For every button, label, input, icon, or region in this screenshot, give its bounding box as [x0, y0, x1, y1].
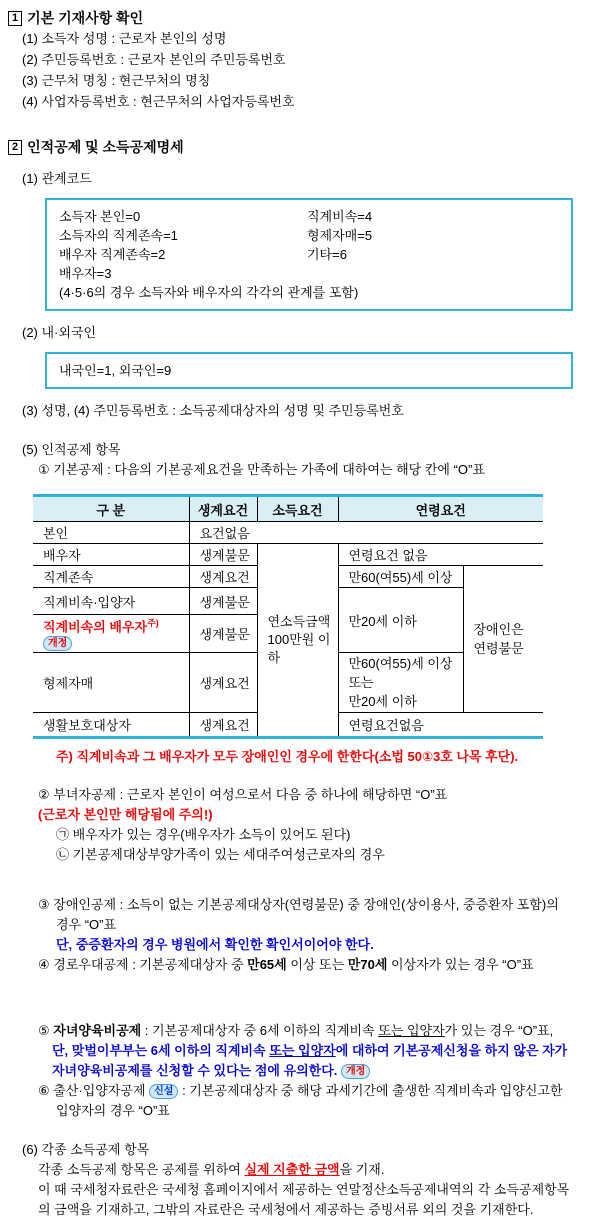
revised-badge: 개정	[43, 636, 72, 651]
basic-deduction-requirements-table	[33, 494, 543, 739]
new-badge: 신설	[149, 1084, 178, 1099]
cell-livelihood: 생계불문	[189, 615, 257, 653]
code-entry: 배우자 직계존속=2	[59, 247, 166, 262]
elderly-text: 이상 또는	[286, 957, 348, 973]
disabled-line2: 연령불문	[473, 641, 524, 657]
disabled-deduction-line1: ③ 장애인공제 : 소득이 없는 기본공제대상자(연령불문) 중 장애인(상이용사, 중증환자 포함)의	[38, 897, 559, 913]
sibling-age-line1: 만60(여55)세 이상 또는	[348, 656, 453, 691]
elderly-age-70: 만70세	[347, 957, 388, 973]
relation-code-right-column	[307, 207, 559, 283]
women-deduction-warning: (근로자 본인만 해당됨에 주의!)	[38, 807, 213, 823]
col-header-livelihood: 생계요건	[189, 496, 257, 522]
relation-code-label: (1) 관계코드	[22, 171, 92, 186]
sibling-age-line2: 만20세 이하	[348, 694, 417, 710]
cell-disabled-no-age-limit	[463, 566, 543, 713]
cell-livelihood: 생계불문	[189, 588, 257, 615]
income-line2: 100만원 이하	[267, 632, 331, 666]
disabled-deduction-line2: 경우 “O”표	[56, 917, 117, 933]
childcare-text: : 기본공제대상자 중 6세 이하의 직계비속	[141, 1023, 379, 1039]
row-label: 직계비속·입양자	[33, 588, 189, 615]
childcare-note-underlined: 또는 입양자	[269, 1043, 336, 1059]
row-label: 배우자	[33, 544, 189, 566]
list-item: (3) 근무처 명칭 : 현근무처의 명칭	[22, 73, 211, 88]
actual-amount-highlight: 실제 지출한 금액	[244, 1162, 340, 1178]
birth-adoption-line2: 입양자의 경우 “O”표	[56, 1103, 170, 1119]
table-row-self	[33, 522, 543, 544]
cell-livelihood: 생계요건	[189, 653, 257, 713]
relation-code-columns	[59, 207, 559, 283]
childcare-underlined: 또는 입양자	[378, 1023, 445, 1039]
row-label: 생활보호대상자	[33, 713, 189, 738]
childcare-text: 가 있는 경우 “O”표,	[444, 1023, 554, 1039]
list-item: (2) 주민등록번호 : 근로자 본인의 주민등록번호	[22, 52, 286, 67]
list-item: (1) 소득자 성명 : 근로자 본인의 성명	[22, 31, 227, 46]
other-deductions-text: 을 기재.	[339, 1162, 385, 1178]
women-deduction-case-b: ㉡ 기본공제대상부양가족이 있는 세대주여성근로자의 경우	[56, 847, 385, 863]
footnote-marker: 주)	[147, 618, 159, 628]
cell-livelihood: 생계요건	[189, 566, 257, 588]
childcare-note-text: 에 대하여 기본공제신청을 하지 않은 자가	[335, 1043, 568, 1059]
other-deductions-label: (6) 각종 소득공제 항목	[22, 1142, 150, 1158]
elderly-text: ④ 경로우대공제 : 기본공제대상자 중	[38, 957, 248, 973]
section-2-heading	[8, 137, 599, 157]
personal-deduction-label: (5) 인적공제 항목	[22, 442, 121, 457]
section-2-title: 인적공제 및 소득공제명세	[27, 139, 184, 155]
other-deductions-line1	[38, 1160, 599, 1180]
childcare-note-text: 단, 맞벌이부부는 6세 이하의 직계비속	[52, 1043, 270, 1059]
row-label: 본인	[33, 522, 189, 544]
cell-age: 연령요건 없음	[338, 544, 543, 566]
disabled-line1: 장애인은	[473, 622, 524, 638]
childcare-title: 자녀양육비공제	[53, 1023, 142, 1039]
relation-code-left-column	[59, 207, 307, 283]
women-deduction-line: ② 부녀자공제 : 근로자 본인이 여성으로서 다음 중 하나에 해당하면 “O”표	[38, 787, 448, 803]
basic-deduction-intro: ① 기본공제 : 다음의 기본공제요건을 만족하는 가족에 대하여는 해당 칸에 “O”표	[38, 462, 485, 477]
other-deductions-text: 각종 소득공제 항목은 공제를 위하여	[38, 1162, 245, 1178]
code-entry: 소득자 본인=0	[59, 209, 141, 224]
nationality-box	[45, 352, 573, 389]
section-1-number: 1	[8, 11, 22, 26]
childcare-number: ⑤	[38, 1023, 54, 1039]
elderly-text: 이상자가 있는 경우 “O”표	[387, 957, 534, 973]
code-entry: 소득자의 직계존속=1	[59, 228, 178, 243]
cell-no-requirement: 요건없음	[189, 522, 543, 544]
nationality-codes: 내국인=1, 외국인=9	[59, 363, 172, 378]
cell-livelihood: 생계불문	[189, 544, 257, 566]
table-footnote: 주) 직계비속과 그 배우자가 모두 장애인인 경우에 한한다(소법 50①3호 나목 후단).	[56, 749, 519, 765]
nationality-label: (2) 내·외국인	[22, 325, 97, 340]
cell-age: 연령요건없음	[338, 713, 543, 738]
income-line1: 연소득금액	[267, 614, 331, 630]
cell-age: 만60(여55)세 이상	[338, 566, 463, 588]
row-label: 직계존속	[33, 566, 189, 588]
row-label-text: 직계비속의 배우자	[43, 619, 148, 635]
birth-adoption-text: ⑥ 출산·입양자공제	[38, 1083, 150, 1099]
section-1-heading	[8, 8, 599, 28]
list-item: (4) 사업자등록번호 : 현근무처의 사업자등록번호	[22, 94, 295, 109]
col-header-gubun: 구 분	[33, 496, 189, 522]
name-id-line: (3) 성명, (4) 주민등록번호 : 소득공제대상자의 성명 및 주민등록번호	[22, 403, 404, 418]
col-header-age: 연령요건	[338, 496, 543, 522]
code-entry: 직계비속=4	[307, 209, 373, 224]
birth-adoption-text: : 기본공제대상자 중 해당 과세기간에 출생한 직계비속과 입양신고한	[178, 1083, 563, 1099]
code-entry: 형제자매=5	[307, 228, 373, 243]
elderly-age-65: 만65세	[247, 957, 287, 973]
cell-age	[338, 653, 463, 713]
col-header-income: 소득요건	[257, 496, 338, 522]
row-label-revised	[33, 615, 189, 653]
other-deductions-line2: 이 때 국세청자료란은 국세청 홈페이지에서 제공하는 연말정산소득공제내역의 각 소득공제항목	[38, 1182, 570, 1198]
relation-code-box	[45, 198, 573, 311]
cell-age: 만20세 이하	[338, 588, 463, 653]
table-header-row	[33, 496, 543, 522]
birth-adoption-line1	[38, 1081, 599, 1101]
code-entry: 기타=6	[307, 247, 347, 262]
elderly-deduction-line	[38, 955, 599, 975]
other-deductions-line3: 의 금액을 기재하고, 그밖의 자료란은 국세청에서 제공하는 증빙서류 외의 것을 기재한다.	[38, 1202, 534, 1218]
code-entry: 배우자=3	[59, 266, 112, 281]
childcare-deduction-line2	[52, 1041, 599, 1061]
cell-livelihood: 생계요건	[189, 713, 257, 738]
relation-code-note: (4·5·6의 경우 소득자와 배우자의 각각의 관계를 포함)	[59, 285, 359, 300]
revised-badge: 개정	[341, 1064, 370, 1079]
childcare-deduction-line3	[52, 1061, 599, 1081]
section-2-number: 2	[8, 140, 22, 155]
childcare-note-text: 자녀양육비공제를 신청할 수 있다는 점에 유의한다.	[52, 1063, 338, 1079]
table-row-spouse	[33, 544, 543, 566]
childcare-deduction-line1	[38, 1021, 599, 1041]
section-1-title: 기본 기재사항 확인	[27, 10, 144, 26]
women-deduction-case-a: ㉠ 배우자가 있는 경우(배우자가 소득이 있어도 된다)	[56, 827, 351, 843]
row-label: 형제자매	[33, 653, 189, 713]
disabled-deduction-note: 단, 중증환자의 경우 병원에서 확인한 확인서이어야 한다.	[56, 937, 374, 953]
cell-income-requirement	[257, 544, 338, 738]
